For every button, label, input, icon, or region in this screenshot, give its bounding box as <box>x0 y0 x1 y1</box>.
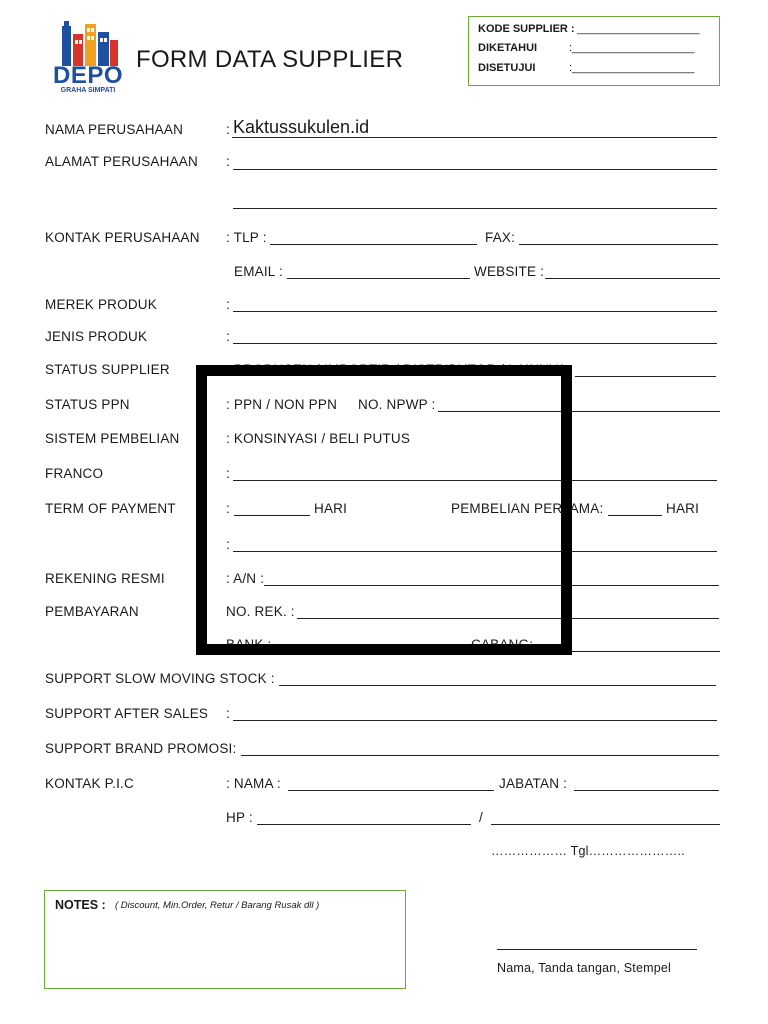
support-brand-promosi-label: SUPPORT BRAND PROMOSI: <box>45 741 237 756</box>
sistem-pembelian-options[interactable]: : KONSINYASI / BELI PUTUS <box>226 431 411 446</box>
alamat-line-1[interactable] <box>233 169 717 170</box>
nama-perusahaan-line <box>232 137 717 138</box>
rekening-resmi-label: REKENING RESMI <box>45 571 165 586</box>
diketahui-line[interactable]: :____________________ <box>569 42 695 54</box>
nama-perusahaan-label: NAMA PERUSAHAAN <box>45 122 184 137</box>
disetujui-label: DISETUJUI <box>478 62 536 74</box>
npwp-label: NO. NPWP : <box>358 397 436 412</box>
colon: : <box>226 501 230 516</box>
black-rectangle-overlay <box>196 365 572 655</box>
kontak-pic-label: KONTAK P.I.C <box>45 776 134 791</box>
tlp-line[interactable] <box>270 244 477 245</box>
email-label: EMAIL : <box>234 264 283 279</box>
pembayaran-label: PEMBAYARAN <box>45 604 139 619</box>
status-supplier-line[interactable] <box>575 376 716 377</box>
pic-hp-label: HP : <box>226 810 253 825</box>
pic-jabatan-line[interactable] <box>574 790 719 791</box>
cabang-label: CABANG: <box>471 637 534 652</box>
signature-caption: Nama, Tanda tangan, Stempel <box>497 961 672 975</box>
website-line[interactable] <box>545 278 720 279</box>
top-hari-label: HARI <box>314 501 348 516</box>
colon: : <box>226 706 230 721</box>
status-ppn-options[interactable]: : PPN / NON PPN <box>226 397 338 412</box>
support-after-sales-label: SUPPORT AFTER SALES <box>45 706 209 721</box>
fax-line[interactable] <box>519 244 718 245</box>
nama-perusahaan-value[interactable]: Kaktussukulen.id <box>233 117 370 137</box>
status-supplier-label: STATUS SUPPLIER <box>45 362 170 377</box>
notes-box[interactable] <box>44 890 406 989</box>
colon: : <box>226 297 230 312</box>
pic-nama-line[interactable] <box>288 790 494 791</box>
kontak-perusahaan-label: KONTAK PERUSAHAAN <box>45 230 200 245</box>
colon: : <box>226 154 230 169</box>
tlp-label: : TLP : <box>226 230 267 245</box>
page-title: FORM DATA SUPPLIER <box>136 46 404 73</box>
website-label: WEBSITE : <box>474 264 545 279</box>
colon: : <box>226 466 230 481</box>
norek-label: NO. REK. : <box>226 604 295 619</box>
support-slow-moving-line[interactable] <box>279 685 716 686</box>
pic-hp-line-2[interactable] <box>491 824 720 825</box>
kode-supplier-label: KODE SUPPLIER : <box>478 23 575 35</box>
colon: : <box>226 329 230 344</box>
support-slow-moving-label: SUPPORT SLOW MOVING STOCK : <box>45 671 275 686</box>
merek-produk-label: MEREK PRODUK <box>45 297 157 312</box>
jenis-produk-label: JENIS PRODUK <box>45 329 148 344</box>
support-brand-promosi-line[interactable] <box>241 755 719 756</box>
term-of-payment-label: TERM OF PAYMENT <box>45 501 176 516</box>
logo-subtitle: GRAHA SIMPATI <box>60 87 116 94</box>
colon: : <box>226 537 230 552</box>
date-line[interactable]: ……………… Tgl………………….. <box>491 844 685 858</box>
diketahui-label: DIKETAHUI <box>478 42 538 54</box>
disetujui-line[interactable]: :____________________ <box>569 62 695 74</box>
notes-title: NOTES : <box>55 898 106 912</box>
pic-nama-label: : NAMA : <box>226 776 281 791</box>
support-after-sales-line[interactable] <box>233 720 717 721</box>
fax-label: FAX: <box>485 230 516 245</box>
pic-hp-line-1[interactable] <box>257 824 471 825</box>
signature-line[interactable] <box>497 949 697 950</box>
kode-supplier-line[interactable]: ____________________ <box>577 23 700 35</box>
pembelian-days-line[interactable] <box>608 515 662 516</box>
approval-code-box <box>468 16 720 86</box>
bank-label: BANK : <box>226 637 272 652</box>
pembelian-pertama-label: PEMBELIAN PERTAMA: <box>451 501 604 516</box>
depo-logo <box>50 18 126 100</box>
logo-name: DEPO <box>52 62 123 89</box>
pic-jabatan-label: JABATAN : <box>499 776 568 791</box>
alamat-perusahaan-label: ALAMAT PERUSAHAAN <box>45 154 198 169</box>
email-line[interactable] <box>287 278 470 279</box>
sistem-pembelian-label: SISTEM PEMBELIAN <box>45 431 180 446</box>
colon: : <box>226 122 230 137</box>
pic-hp-slash: / <box>479 810 483 825</box>
pembelian-hari-label: HARI <box>666 501 700 516</box>
status-ppn-label: STATUS PPN <box>45 397 130 412</box>
an-label: : A/N : <box>226 571 265 586</box>
merek-produk-line[interactable] <box>233 311 717 312</box>
status-supplier-options[interactable]: : PRODUSEN / IMPORTIR / DISTRIBUTOR / LAINNYA <box>226 362 567 377</box>
jenis-produk-line[interactable] <box>233 343 717 344</box>
notes-hint: ( Discount, Min.Order, Retur / Barang Rusak dll ) <box>115 900 320 911</box>
alamat-line-2[interactable] <box>233 208 717 209</box>
franco-label: FRANCO <box>45 466 104 481</box>
